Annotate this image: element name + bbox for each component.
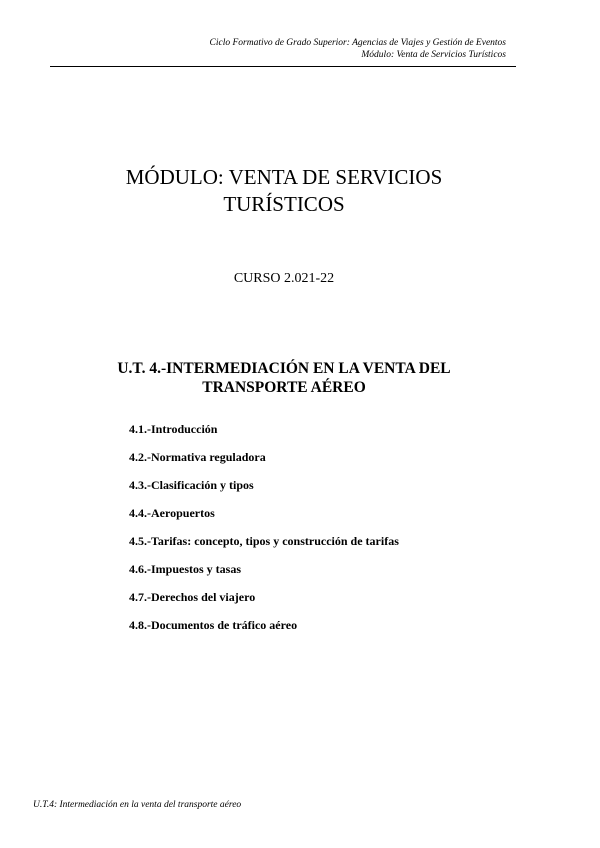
toc-item: 4.7.-Derechos del viajero	[129, 590, 256, 604]
toc-item: 4.8.-Documentos de tráfico aéreo	[129, 618, 298, 632]
page-header	[210, 37, 506, 61]
unit-title	[60, 359, 508, 397]
table-of-contents	[129, 422, 399, 646]
module-title-line-2: TURÍSTICOS	[223, 192, 345, 216]
course-year: CURSO 2.021-22	[233, 271, 335, 286]
toc-item: 4.3.-Clasificación y tipos	[129, 478, 254, 492]
module-title	[60, 164, 508, 218]
toc-item: 4.1.-Introducción	[129, 422, 218, 436]
header-divider	[50, 66, 516, 67]
page-footer: U.T.4: Intermediación en la venta del transporte aéreo	[33, 800, 242, 810]
toc-item: 4.2.-Normativa reguladora	[129, 450, 266, 464]
unit-title-line-1: U.T. 4.-INTERMEDIACIÓN EN LA VENTA DEL	[117, 360, 451, 377]
unit-title-line-2: TRANSPORTE AÉREO	[202, 379, 366, 396]
header-line-module: Módulo: Venta de Servicios Turísticos	[361, 50, 506, 60]
toc-item: 4.6.-Impuestos y tasas	[129, 562, 242, 576]
toc-item: 4.4.-Aeropuertos	[129, 506, 215, 520]
toc-item: 4.5.-Tarifas: concepto, tipos y construcción de tarifas	[129, 534, 399, 548]
module-title-line-1: MÓDULO: VENTA DE SERVICIOS	[125, 165, 443, 189]
header-line-program: Ciclo Formativo de Grado Superior: Agencias de Viajes y Gestión de Eventos	[209, 38, 506, 48]
